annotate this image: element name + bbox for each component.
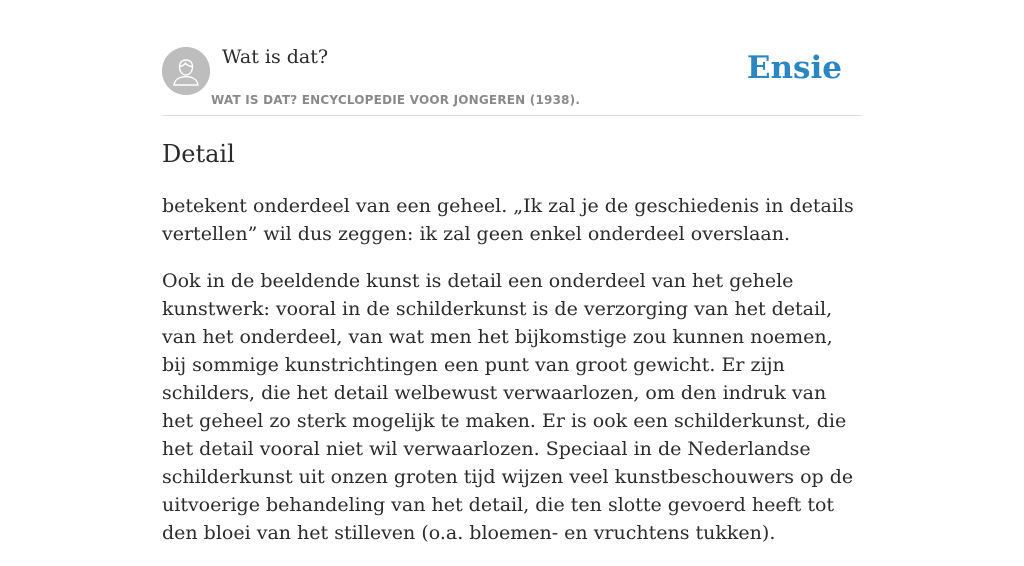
page xyxy=(162,0,862,544)
source-subtitle: WAT IS DAT? ENCYCLOPEDIE VOOR JONGEREN (1938). xyxy=(211,93,581,107)
article-body xyxy=(162,192,862,566)
article-title: Detail xyxy=(162,140,235,168)
source-name-link[interactable]: Wat is dat? xyxy=(222,46,329,68)
ensie-logo[interactable]: Ensie xyxy=(746,50,842,86)
article-paragraph: Ook in de beeldende kunst is detail een onderdeel van het gehele kunstwerk: vooral in de schilderkunst is de verzorging van het detail, van het onderdeel, van wat men het bijkomstige zou kunnen noemen, bij sommige kunstrichtingen een punt van groot gewicht. Er zijn schilders, die het detail welbewust verwaarlozen, om den indruk van het geheel zo sterk mogelijk te maken. Er is ook een schilderkunst, die het detail vooral niet wil verwaarlozen. Speciaal in de Nederlandse schilderkunst uit onzen groten tijd wijzen veel kunstbeschouwers op de uitvoerige behandeling van het detail, die ten slotte gevoerd heeft tot den bloei van het stilleven (o.a. bloemen- en vruchtens tukken). xyxy=(162,270,854,544)
user-avatar-icon[interactable] xyxy=(162,47,210,95)
article-paragraph: betekent onderdeel van een geheel. „Ik zal je de geschiedenis in details vertellen” wil dus zeggen: ik zal geen enkel onderdeel overslaan. xyxy=(162,195,854,245)
source-header xyxy=(162,0,862,116)
